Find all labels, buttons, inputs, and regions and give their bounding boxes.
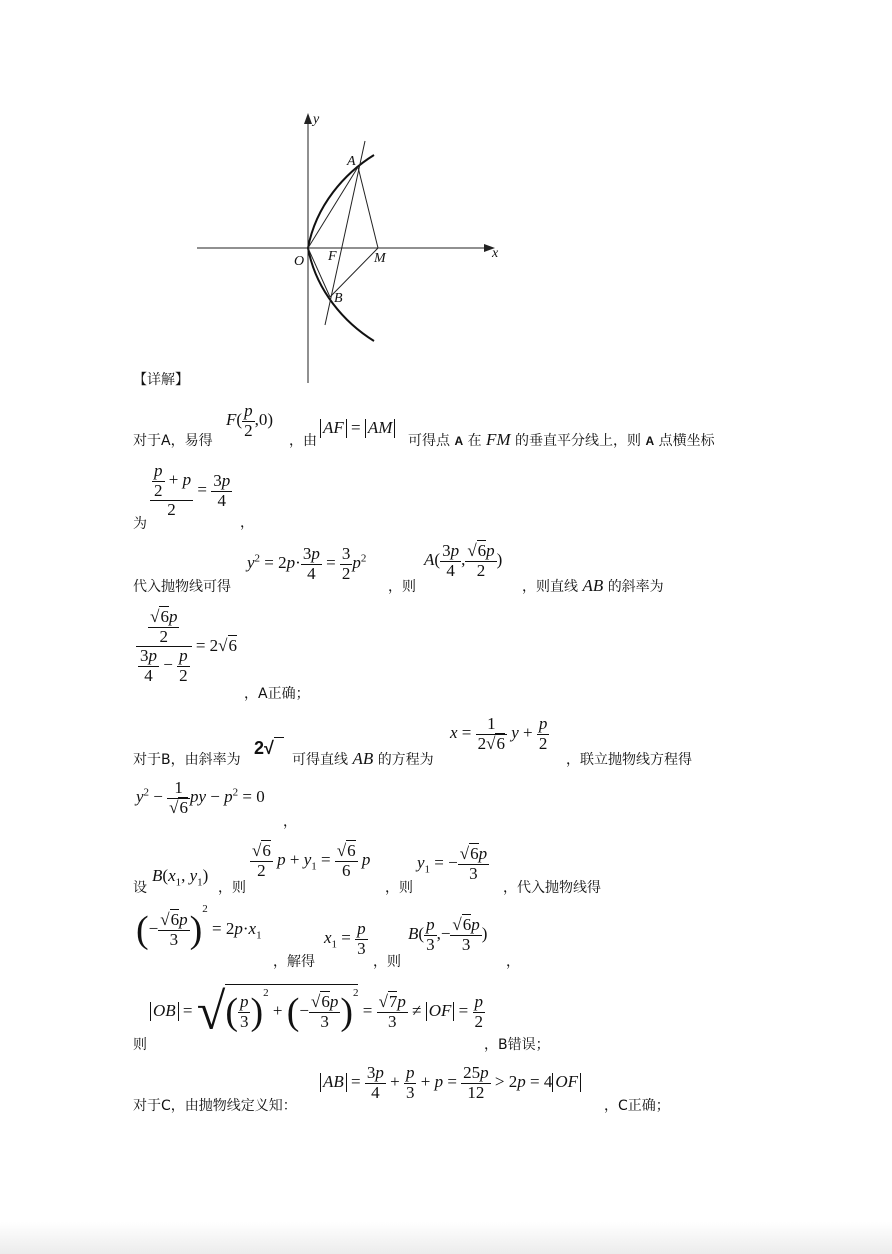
line-a1-text-3: 可得点 A 在 FM 的垂直平分线上，则 A 点横坐标 [408, 430, 715, 449]
line-a3-text-2: ，则 [388, 579, 416, 595]
vieta-sum: $\frac{√6}{2}$ $p + y_1$ = $\frac{√6}{6}$ p [252, 841, 371, 880]
quadratic-equation: $y^2$ − $\frac{1}{√6}$ py − $p^2 = 0$ [136, 778, 265, 817]
label-b: B [334, 291, 343, 306]
line-b5-text-2: ，B错误； [484, 1037, 550, 1053]
focus-formula: F( $\frac{p}{2}$ ,0) [226, 401, 273, 440]
slope-value: 2√ [254, 737, 284, 759]
parabola-substitution: $y^2 = 2p\cdot$ $\frac{3p}{4}$ = $\frac{3}{2}$ $p^2$ [247, 544, 367, 583]
page-bottom-shadow [0, 1222, 892, 1254]
y-axis-arrow [304, 113, 312, 124]
slope-ab-formula: $\frac{√6p}{2}$ $\frac{3p}{4}$ − $\frac{p}{2}$ = 2√6 [136, 608, 237, 686]
line-a3-text-3: ，则直线 AB 的斜率为 [522, 576, 664, 595]
x1-value: $x_1$ = $\frac{p}{3}$ [324, 919, 366, 958]
point-b-definition: $B(x_1$, $y_1$) [152, 866, 209, 889]
line-b1-text-3: ，联立抛物线方程得 [566, 752, 692, 768]
y1-value: $y_1$ = − $\frac{√6p}{3}$ [417, 844, 488, 883]
point-b-formula: B( $\frac{p}{3}$ ,− $\frac{√6p}{3}$ ) [408, 915, 488, 954]
ob-length-formula: OB = √( $\frac{p}{3}$ )$^2$ + (− $\frac{√6p}{3}$ )$^2$ = $\frac{√7p}{3}$ ≠ OF = $\frac{p}{2}$ [150, 984, 485, 1033]
solution-heading: 【详解】 [133, 372, 189, 388]
line-b4-text-3: ， [506, 954, 520, 970]
label-o: O [294, 254, 305, 269]
line-b3-text-4: ，代入抛物线得 [503, 880, 601, 896]
line-b4-text-2: ，则 [373, 954, 401, 970]
line-b2-text: ， [283, 814, 297, 830]
a-x-coordinate-formula: $\frac{p}{2}$ + p 2 = $\frac{3p}{4}$ [150, 462, 232, 520]
line-am [358, 167, 378, 248]
line-ab-equation: x = $\frac{1}{2√6}$ y + $\frac{p}{2}$ [450, 714, 548, 753]
line-mb [330, 248, 378, 297]
line-a4-text: ，A正确； [244, 686, 310, 702]
label-m: M [374, 251, 386, 266]
label-x: x [492, 246, 499, 261]
line-b3-text-3: ，则 [385, 880, 413, 896]
line-b3-text-2: ，则 [218, 880, 246, 896]
af-equals-am: AF = AM [320, 418, 395, 438]
line-ab [325, 141, 365, 325]
line-c1-text-2: ，C正确； [604, 1098, 670, 1114]
line-a2-text: 为 [133, 516, 147, 532]
line-b4-text: ，解得 [273, 954, 315, 970]
line-b5-text: 则 [133, 1037, 147, 1053]
line-ob [308, 248, 330, 297]
line-b1-text-2: 可得直线 AB 的方程为 [292, 749, 434, 768]
parabola-diagram [195, 105, 505, 385]
label-f: F [328, 249, 337, 264]
ab-length-formula: AB = $\frac{3p}{4}$ + $\frac{p}{3}$ + p = $\frac{25p}{12}$ > 2p = 4 OF [320, 1064, 581, 1102]
line-a1-text-2: ，由 [289, 433, 317, 449]
line-b3-text: 设 [133, 880, 147, 896]
label-a: A [347, 154, 356, 169]
label-y: y [313, 112, 320, 127]
line-a1-text: 对于A，易得 [133, 433, 213, 449]
line-a2-text-2: ， [240, 515, 254, 531]
x1-substitution: (− $\frac{√6p}{3}$ )$^2 = 2p\cdot x_1$ [136, 903, 262, 951]
line-b1-text: 对于B，由斜率为 [133, 752, 241, 768]
point-a-formula: A( $\frac{3p}{4}$ , $\frac{√6p}{2}$ ) [424, 541, 503, 580]
line-c1-text: 对于C，由抛物线定义知： [133, 1098, 297, 1114]
line-a3-text: 代入抛物线可得 [133, 579, 231, 595]
